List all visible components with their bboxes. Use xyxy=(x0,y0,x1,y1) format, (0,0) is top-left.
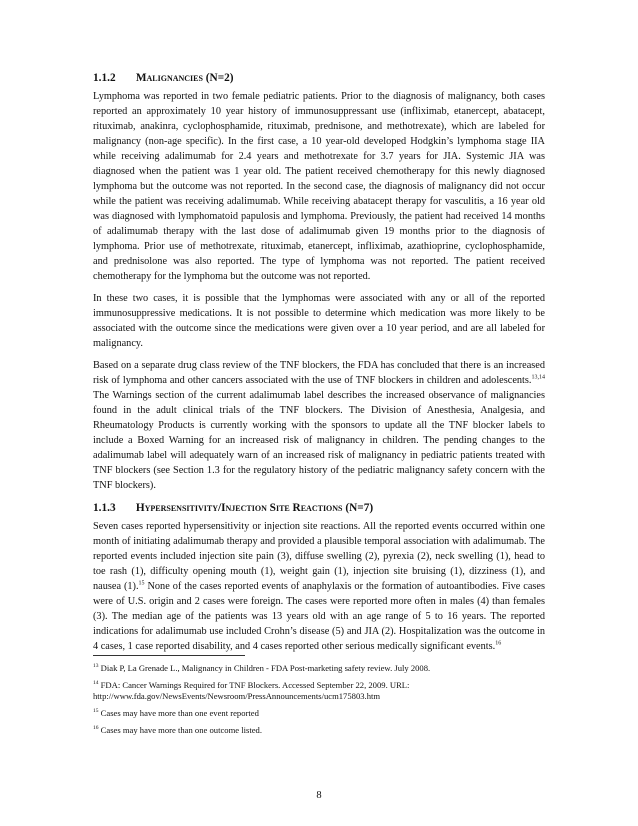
section-count: (N=7) xyxy=(345,502,374,514)
main-content xyxy=(93,70,545,661)
section-count: (N=2) xyxy=(205,72,234,84)
footnote-mark: 13 xyxy=(93,663,99,670)
section-heading-hypersensitivity xyxy=(93,500,545,516)
paragraph-text: None of the cases reported events of anaphylaxis or the formation of autoantibodies. Five cases were of U.S. origin and 2 cases were foreign. The cases were reported more often in males (4) than females (3). The median age of the patients was 13 years old with an age range of 5 to 16 years. The reported indications for adalimumab use included Crohn’s disease (5) and JIA (2). Hospitalization was the outcome in 4 cases, 1 case reported disability, and 4 cases reported other serious medically significant events. xyxy=(93,581,545,652)
section-heading-malignancies xyxy=(93,70,545,86)
footnote-13 xyxy=(93,663,545,674)
footnote-16 xyxy=(93,725,545,736)
footnote-text: Diak P, La Grenade L., Malignancy in Children - FDA Post-marketing safety review. July 2008. xyxy=(100,663,431,673)
footnote-text: Cases may have more than one outcome listed. xyxy=(100,725,262,735)
section-number: 1.1.3 xyxy=(93,502,116,514)
page-number: 8 xyxy=(316,790,322,801)
paragraph-immunosuppressive-association: In these two cases, it is possible that the lymphomas were associated with any or all of the reported immunosuppressive medications. It is not possible to determine which medication was more likely to be associated with the outcome since the medications were given over a 10 year period, and are all labeled for malignancy. xyxy=(93,293,545,349)
paragraph-hypersensitivity-cases xyxy=(93,519,545,654)
footnote-divider xyxy=(93,655,245,656)
paragraph-text: The Warnings section of the current adalimumab label describes the increased observance of malignancies found in the adult clinical trials of the TNF blockers. The Division of Anesthesia, Analgesia, and Rheumatology Products is currently working with the sponsors to update all the TNF blocker labels to include a Boxed Warning for an increased risk of malignancy in children. The pending changes to the adalimumab label will adequately warn of an increased risk of malignancy in pediatric patients treated with TNF blockers (see Section 1.3 for the regulatory history of the pediatric malignancy safety concern with the TNF blockers). xyxy=(93,390,545,491)
paragraph-text: Seven cases reported hypersensitivity or injection site reactions. All the reported events occurred within one month of initiating adalimumab therapy and provided a plausible temporal association with adalimumab. The reported events included injection site pain (3), diffuse swelling (2), pyrexia (2), neck swelling (1), head to toe rash (1), difficulty opening mouth (1), weight gain (1), injection site bruising (1), dizziness (1), and nausea (1). xyxy=(93,521,545,592)
footnote-text: FDA: Cancer Warnings Required for TNF Blockers. Accessed September 22, 2009. URL: http://www.fda.gov/NewsEvents/Newsroom/PressAnnouncements/ucm175803.htm xyxy=(93,680,410,701)
footnote-ref-16[interactable]: 16 xyxy=(495,640,502,647)
footnote-mark: 16 xyxy=(93,725,99,732)
section-title: Hypersensitivity/Injection Site Reactions xyxy=(135,502,343,514)
footnote-mark: 15 xyxy=(93,708,99,715)
footnote-mark: 14 xyxy=(93,680,99,687)
footnote-ref-13-14[interactable]: 13,14 xyxy=(531,374,545,381)
paragraph-lymphoma-cases: Lymphoma was reported in two female pediatric patients. Prior to the diagnosis of malignancy, both cases reported an approximately 10 year history of immunosuppressant use (infliximab, etanercept, abatacept, rituximab, anakinra, cyclophosphamide, rituximab, prednisone, and methotrexate), which are labeled for malignancy (non-age specific). In the first case, a 10 year-old developed Hodgkin’s lymphoma stage IIA while receiving adalimumab for 2.4 years and methotrexate for 3.7 years for JIA. Systemic JIA was diagnosed when the patient was 1 year old. The patient received chemotherapy for this newly diagnosed lymphoma but the outcome was not reported. In the second case, the diagnosis of malignancy did not occur while the patient was receiving adalimumab. While receiving abatacept therapy for vasculitis, a 16 year old was diagnosed with lymphomatoid papulosis and lymphoma. Previously, the patient had received 14 months of adalimumab therapy with the last dose of adalimumab given 19 months prior to the diagnosis of lymphoma. Prior use of methotrexate, rituximab, etanercept, infliximab, azathioprine, cyclophosphamide, and prednisolone was also reported. The type of lymphoma was not reported. The patient received chemotherapy for the lymphoma but the outcome was not reported. xyxy=(93,91,545,282)
section-number: 1.1.2 xyxy=(93,72,116,84)
section-title: Malignancies xyxy=(135,72,203,84)
footnote-text: Cases may have more than one event reported xyxy=(100,708,259,718)
paragraph-text: Based on a separate drug class review of the TNF blockers, the FDA has concluded that there is an increased risk of lymphoma and other cancers associated with the use of TNF blockers in children and adolescents. xyxy=(93,360,545,386)
footnote-14 xyxy=(93,680,545,702)
footnote-ref-15[interactable]: 15 xyxy=(138,580,145,587)
footnotes xyxy=(93,655,545,742)
paragraph-fda-conclusion xyxy=(93,358,545,493)
footnote-15 xyxy=(93,708,545,719)
